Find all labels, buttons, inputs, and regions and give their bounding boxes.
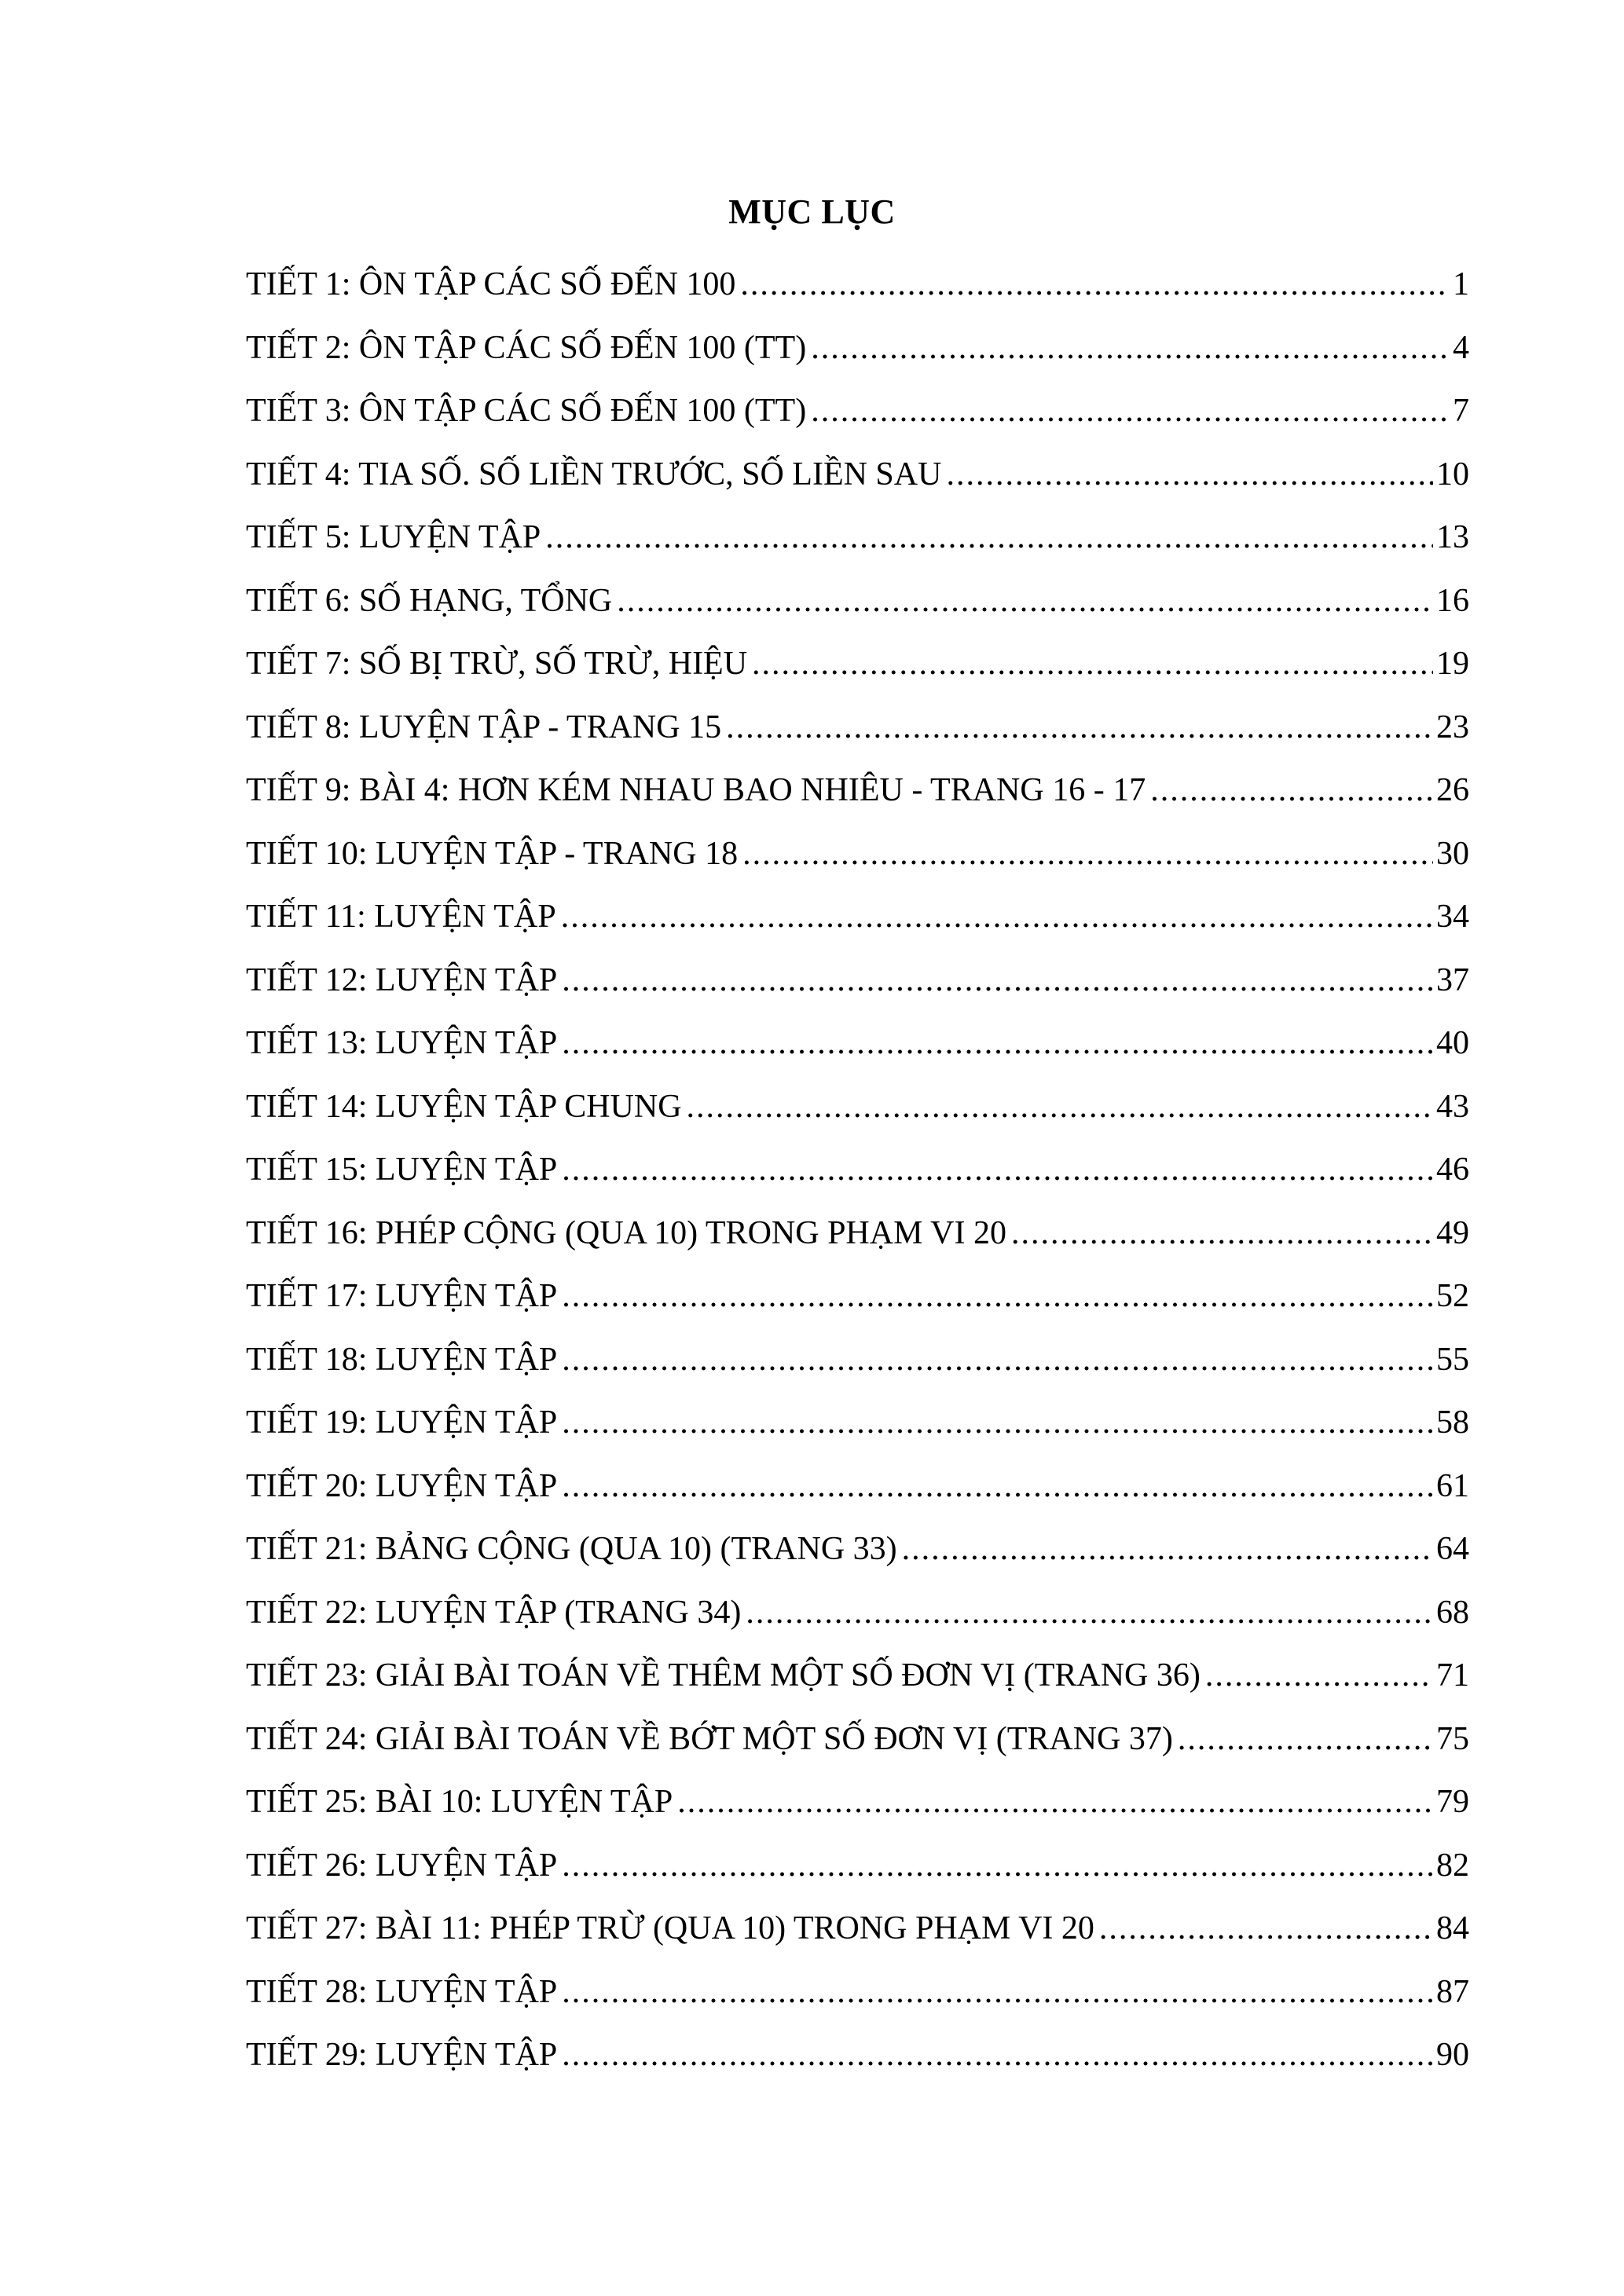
toc-entry-page-number: 58 (1436, 1404, 1469, 1441)
dot-leader (617, 569, 1433, 632)
toc-entry[interactable] (246, 1644, 1469, 1708)
toc-entry-label: TIẾT 2: ÔN TẬP CÁC SỐ ĐẾN 100 (TT) (246, 329, 807, 366)
dot-leader (752, 632, 1433, 695)
toc-entry-label: TIẾT 13: LUYỆN TẬP (246, 1025, 558, 1061)
toc-entry-page-number: 1 (1453, 266, 1469, 302)
toc-entry[interactable] (246, 632, 1469, 696)
toc-entry-page-number: 7 (1453, 393, 1469, 429)
toc-entry-label: TIẾT 14: LUYỆN TẬP CHUNG (246, 1088, 682, 1125)
toc-entry-page-number: 46 (1436, 1152, 1469, 1188)
dot-leader (562, 1328, 1433, 1391)
toc-entry-page-number: 75 (1436, 1720, 1469, 1757)
toc-entry-label: TIẾT 9: BÀI 4: HƠN KÉM NHAU BAO NHIÊU - TRANG 16 - 17 (246, 772, 1146, 808)
toc-entry-label: TIẾT 26: LUYỆN TẬP (246, 1847, 558, 1884)
toc-entry[interactable] (246, 1391, 1469, 1455)
toc-entry-label: TIẾT 19: LUYỆN TẬP (246, 1404, 558, 1441)
toc-entry-label: TIẾT 22: LUYỆN TẬP (TRANG 34) (246, 1594, 742, 1631)
toc-entry-page-number: 49 (1436, 1214, 1469, 1251)
toc-entry[interactable] (246, 1455, 1469, 1518)
dot-leader (742, 822, 1433, 885)
toc-entry-page-number: 26 (1436, 772, 1469, 808)
toc-entry-label: TIẾT 4: TIA SỐ. SỐ LIỀN TRƯỚC, SỐ LIỀN SAU (246, 456, 942, 493)
toc-entry-page-number: 34 (1436, 899, 1469, 935)
toc-entry[interactable] (246, 317, 1469, 380)
dot-leader (562, 1391, 1433, 1454)
dot-leader (545, 506, 1433, 569)
dot-leader (561, 885, 1433, 948)
toc-entry[interactable] (246, 885, 1469, 949)
toc-entry-page-number: 84 (1436, 1910, 1469, 1946)
toc-entry-label: TIẾT 10: LUYỆN TẬP - TRANG 18 (246, 835, 739, 872)
dot-leader (740, 253, 1450, 316)
dot-leader (562, 1455, 1433, 1518)
toc-entry-label: TIẾT 11: LUYỆN TẬP (246, 899, 556, 935)
toc-entry-label: TIẾT 21: BẢNG CỘNG (QUA 10) (TRANG 33) (246, 1531, 897, 1567)
toc-entry[interactable] (246, 1138, 1469, 1202)
toc-entry-label: TIẾT 15: LUYỆN TẬP (246, 1152, 558, 1188)
toc-entry-page-number: 55 (1436, 1341, 1469, 1378)
toc-entry[interactable] (246, 1518, 1469, 1581)
dot-leader (1099, 1897, 1433, 1960)
toc-entry[interactable] (246, 1202, 1469, 1265)
toc-entry-label: TIẾT 28: LUYỆN TẬP (246, 1973, 558, 2010)
dot-leader (746, 1581, 1433, 1644)
toc-entry[interactable] (246, 1581, 1469, 1645)
dot-leader (946, 443, 1433, 506)
toc-entry-page-number: 90 (1436, 2037, 1469, 2073)
toc-entry-label: TIẾT 20: LUYỆN TẬP (246, 1467, 558, 1504)
toc-entry-page-number: 43 (1436, 1088, 1469, 1125)
toc-entry[interactable] (246, 822, 1469, 886)
toc-entry-label: TIẾT 24: GIẢI BÀI TOÁN VỀ BỚT MỘT SỐ ĐƠN VỊ (TRANG 37) (246, 1720, 1173, 1757)
toc-entry-page-number: 52 (1436, 1278, 1469, 1314)
toc-entry[interactable] (246, 759, 1469, 822)
dot-leader (562, 1834, 1433, 1897)
toc-entry-page-number: 68 (1436, 1594, 1469, 1631)
dot-leader (1178, 1708, 1433, 1771)
toc-entry[interactable] (246, 569, 1469, 633)
toc-entry[interactable] (246, 1834, 1469, 1898)
toc-entry[interactable] (246, 1012, 1469, 1075)
toc-entry[interactable] (246, 506, 1469, 569)
dot-leader (562, 1961, 1433, 2023)
dot-leader (562, 1265, 1433, 1327)
dot-leader (1150, 759, 1433, 822)
dot-leader (811, 317, 1450, 379)
toc-entry-page-number: 10 (1436, 456, 1469, 493)
dot-leader (902, 1518, 1433, 1580)
toc-entry[interactable] (246, 1328, 1469, 1392)
toc-entry-page-number: 71 (1436, 1657, 1469, 1694)
dot-leader (1011, 1202, 1433, 1265)
toc-entry-page-number: 82 (1436, 1847, 1469, 1884)
toc-entry-page-number: 64 (1436, 1531, 1469, 1567)
toc-entry-page-number: 87 (1436, 1973, 1469, 2010)
dot-leader (562, 1012, 1433, 1075)
dot-leader (1205, 1644, 1433, 1707)
toc-entry[interactable] (246, 696, 1469, 760)
toc-entry-page-number: 19 (1436, 646, 1469, 682)
dot-leader (726, 696, 1433, 759)
toc-entry[interactable] (246, 253, 1469, 317)
dot-leader (562, 1138, 1433, 1201)
toc-entry[interactable] (246, 1265, 1469, 1328)
toc-entry-label: TIẾT 25: BÀI 10: LUYỆN TẬP (246, 1784, 673, 1820)
toc-entry-label: TIẾT 27: BÀI 11: PHÉP TRỪ (QUA 10) TRONG PHẠM VI 20 (246, 1910, 1094, 1946)
toc-entry-label: TIẾT 3: ÔN TẬP CÁC SỐ ĐẾN 100 (TT) (246, 393, 807, 429)
toc-entry[interactable] (246, 1075, 1469, 1139)
dot-leader (687, 1075, 1433, 1138)
dot-leader (811, 379, 1450, 442)
toc-title: MỤC LỤC (728, 192, 896, 231)
dot-leader (562, 2023, 1433, 2086)
toc-entry-label: TIẾT 1: ÔN TẬP CÁC SỐ ĐẾN 100 (246, 266, 736, 302)
toc-entry[interactable] (246, 1708, 1469, 1771)
toc-entry-label: TIẾT 6: SỐ HẠNG, TỔNG (246, 582, 613, 619)
toc-entry-page-number: 79 (1436, 1784, 1469, 1820)
toc-entry-label: TIẾT 7: SỐ BỊ TRỪ, SỐ TRỪ, HIỆU (246, 646, 748, 682)
toc-entry[interactable] (246, 1897, 1469, 1961)
toc-entry[interactable] (246, 379, 1469, 443)
dot-leader (562, 949, 1433, 1012)
toc-entry[interactable] (246, 443, 1469, 507)
toc-entry-page-number: 13 (1436, 519, 1469, 555)
toc-entry-label: TIẾT 5: LUYỆN TẬP (246, 519, 541, 555)
toc-entry[interactable] (246, 2023, 1469, 2087)
toc-entry-page-number: 16 (1436, 582, 1469, 619)
toc-entry-page-number: 40 (1436, 1025, 1469, 1061)
table-of-contents (246, 253, 1469, 2087)
toc-entry-label: TIẾT 18: LUYỆN TẬP (246, 1341, 558, 1378)
toc-entry-page-number: 4 (1453, 329, 1469, 366)
toc-entry-label: TIẾT 8: LUYỆN TẬP - TRANG 15 (246, 709, 722, 745)
toc-entry-page-number: 30 (1436, 835, 1469, 872)
toc-entry-label: TIẾT 12: LUYỆN TẬP (246, 961, 558, 998)
toc-entry-page-number: 23 (1436, 709, 1469, 745)
toc-entry-label: TIẾT 17: LUYỆN TẬP (246, 1278, 558, 1314)
toc-entry-label: TIẾT 23: GIẢI BÀI TOÁN VỀ THÊM MỘT SỐ ĐƠN VỊ (TRANG 36) (246, 1657, 1201, 1694)
toc-entry-page-number: 37 (1436, 961, 1469, 998)
toc-entry-page-number: 61 (1436, 1467, 1469, 1504)
toc-entry[interactable] (246, 949, 1469, 1013)
toc-entry-label: TIẾT 29: LUYỆN TẬP (246, 2037, 558, 2073)
toc-entry[interactable] (246, 1961, 1469, 2024)
toc-entry-label: TIẾT 16: PHÉP CỘNG (QUA 10) TRONG PHẠM VI 20 (246, 1214, 1006, 1251)
dot-leader (677, 1771, 1433, 1833)
toc-entry[interactable] (246, 1771, 1469, 1834)
